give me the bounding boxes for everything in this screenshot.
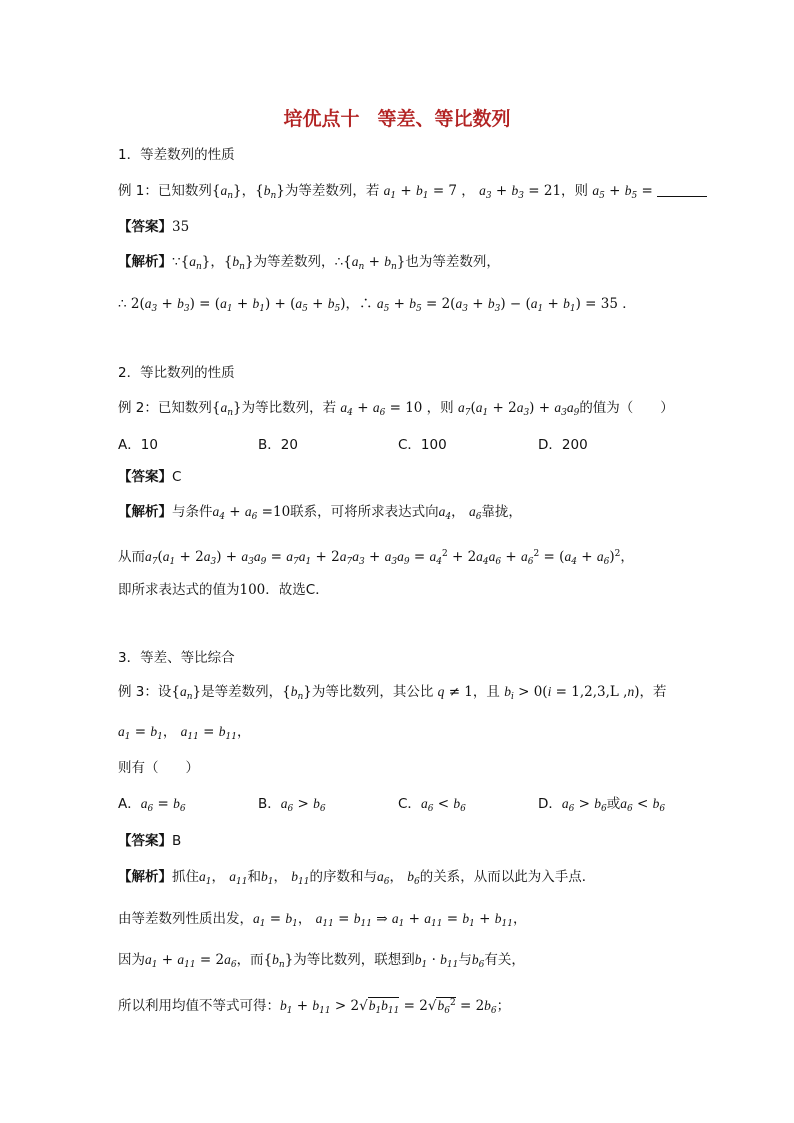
option3-b-label: B．: [258, 796, 281, 812]
analysis2-text3: 靠拢，: [481, 504, 522, 520]
example3-mid3: ，且: [472, 684, 500, 700]
analysis3-line1: 【解析】抓住$a_1$， $a_{11}$和$b_1$， $b_{11}$的序数和与$a_6$， $b_6$的关系，从而以此为入手点．: [118, 869, 596, 887]
analysis3-l3d: 与: [458, 952, 472, 968]
analysis3-label: 【解析】: [118, 869, 172, 885]
section1-heading: 1．等差数列的性质: [118, 147, 235, 163]
analysis3-and: 和: [247, 869, 261, 885]
analysis3-text1: 抓住: [172, 869, 199, 885]
page-title: [0, 104, 794, 131]
answer1-value: 35: [172, 219, 190, 235]
analysis3-l3e: 有关，: [484, 952, 525, 968]
example3-text: 设: [157, 684, 172, 700]
example3-line2: $a_1 = b_1$， $a_{11} = b_{11}$，: [118, 724, 251, 742]
analysis1-line2: ∴ $2(a_3 + b_3) = (a_1 + b_1) + (a_5 + b_5)$，∴ $a_5 + b_5 = 2(a_3 + b_3) - (a_1 + b_1) = 35$ ．: [118, 296, 636, 314]
answer2-label: 【答案】: [118, 469, 172, 485]
analysis2-line1: 【解析】与条件$a_4 + a_6 =10$联系，可将所求表达式向$a_4$， $a_6$靠拢，: [118, 504, 522, 522]
example3-line1: 例 3：设$\{a_n\}$是等差数列，$\{b_n\}$为等比数列，其公比 q ≠ 1，且 $b_i > 0(i = 1,2,3,L$ ,n)，若: [118, 684, 667, 702]
section2-heading: 2．等比数列的性质: [118, 365, 235, 381]
option-c: C．100: [398, 437, 447, 453]
analysis2-text2: 联系，可将所求表达式向: [290, 504, 439, 520]
answer1-label: 【答案】: [118, 219, 172, 235]
analysis3-text2: 的序数和与: [309, 869, 377, 885]
option3-a-label: A．: [118, 796, 141, 812]
section3-heading: 3．等差、等比综合: [118, 650, 235, 666]
option3-a: A．$a_6 = b_6$: [118, 796, 186, 814]
answer3: [118, 831, 181, 851]
analysis2-label: 【解析】: [118, 504, 172, 520]
analysis2-line2: 从而$a_7(a_1 + 2a_3) + a_3a_9 = a_7a_1 + 2a_7a_3 + a_3a_9 = a_4^2 + 2a_4a_6 + a_6^2 = (a_4 + a_6)^2$，: [118, 549, 634, 567]
analysis2-l3-end: ．故选C．: [265, 582, 329, 598]
analysis2-text1: 与条件: [172, 504, 213, 520]
answer1: [118, 217, 189, 237]
analysis3-l2-text: 由等差数列性质出发，: [118, 911, 253, 927]
option3-c: C．$a_6 < b_6$: [398, 796, 466, 814]
option-a: A．10: [118, 437, 158, 453]
answer3-value: B: [172, 833, 182, 849]
option3-d-label: D．: [538, 796, 562, 812]
analysis3-l3a: 因为: [118, 952, 145, 968]
analysis2-line3: [118, 580, 329, 600]
example3-end: ，若: [639, 684, 667, 700]
example2-mid: 为等比数列，若: [241, 400, 337, 416]
example3-mid2: 为等比数列，其公比: [311, 684, 434, 700]
analysis3-text3: 的关系，从而以此为入手点．: [419, 869, 596, 885]
option3-d-or: 或: [606, 796, 621, 812]
example2: 例 2：已知数列$\{a_n\}$为等比数列，若 $a_4 + a_6 = 10$ ，则 $a_7(a_1 + 2a_3) + a_3a_9$的值为（ ）: [118, 400, 674, 418]
analysis2-l3-text: 即所求表达式的值为: [118, 582, 240, 598]
answer3-label: 【答案】: [118, 833, 172, 849]
analysis3-line4: 所以利用均值不等式可得：$b_1 + b_{11} > 2√b_1b_{11} = 2√b_6^2 = 2b_6$；: [118, 998, 511, 1016]
analysis3-l3b: ，而: [236, 952, 264, 968]
option-b: B．20: [258, 437, 298, 453]
analysis1-text2: 也为等差数列，: [405, 254, 500, 270]
analysis3-l4-text: 所以利用均值不等式可得：: [118, 998, 280, 1014]
example2-label: 例 2：: [118, 400, 158, 416]
answer2-value: C: [172, 469, 182, 485]
analysis3-line2: 由等差数列性质出发，$a_1 = b_1$， $a_{11} = b_{11}$ ⇒ $a_1 + a_{11} = b_1 + b_{11}$，: [118, 911, 527, 929]
analysis1-label: 【解析】: [118, 254, 172, 270]
answer2: [118, 467, 181, 487]
option3-d: D．$a_6 > b_6$或$a_6 < b_6$: [538, 796, 666, 814]
analysis1-line1: 【解析】$\because\{a_n\}$，$\{b_n\}$为等差数列，$\therefore\{a_n + b_n\}$也为等差数列，: [118, 254, 500, 272]
example3-then: 则有（ ）: [118, 760, 199, 776]
answer-blank: [657, 182, 707, 197]
option3-c-label: C．: [398, 796, 421, 812]
analysis1-text1: 为等差数列，: [253, 254, 335, 270]
analysis2-prefix: 从而: [118, 549, 145, 565]
title-part1: 培优点十: [283, 108, 360, 130]
example2-text: 已知数列: [157, 400, 212, 416]
example3-mid1: 是等差数列，: [201, 684, 283, 700]
analysis2-l3-value: 100: [239, 582, 266, 598]
example1-text: 已知数列: [157, 183, 212, 199]
example1-label: 例 1：: [118, 183, 158, 199]
title-part2: 等差、等比数列: [377, 108, 511, 130]
analysis3-l3c: 为等比数列，联想到: [293, 952, 415, 968]
example1-mid: 为等差数列，若: [284, 183, 380, 199]
option3-b: B．$a_6 > b_6$: [258, 796, 326, 814]
option-d: D．200: [538, 437, 588, 453]
example1: 例 1：已知数列$\{a_n\}$，$\{b_n\}$为等差数列，若 $a_1 + b_1 = 7$ ， $a_3 + b_3 = 21$，则 $a_5 + b_5$ =: [118, 181, 707, 206]
analysis3-line3: 因为$a_1 + a_{11} = 2a_6$，而$\{b_n\}$为等比数列，联想到$b_1 \cdot b_{11}$与$b_6$有关，: [118, 952, 525, 970]
example2-end: 的值为（ ）: [579, 400, 674, 416]
example3-label: 例 3：: [118, 684, 158, 700]
